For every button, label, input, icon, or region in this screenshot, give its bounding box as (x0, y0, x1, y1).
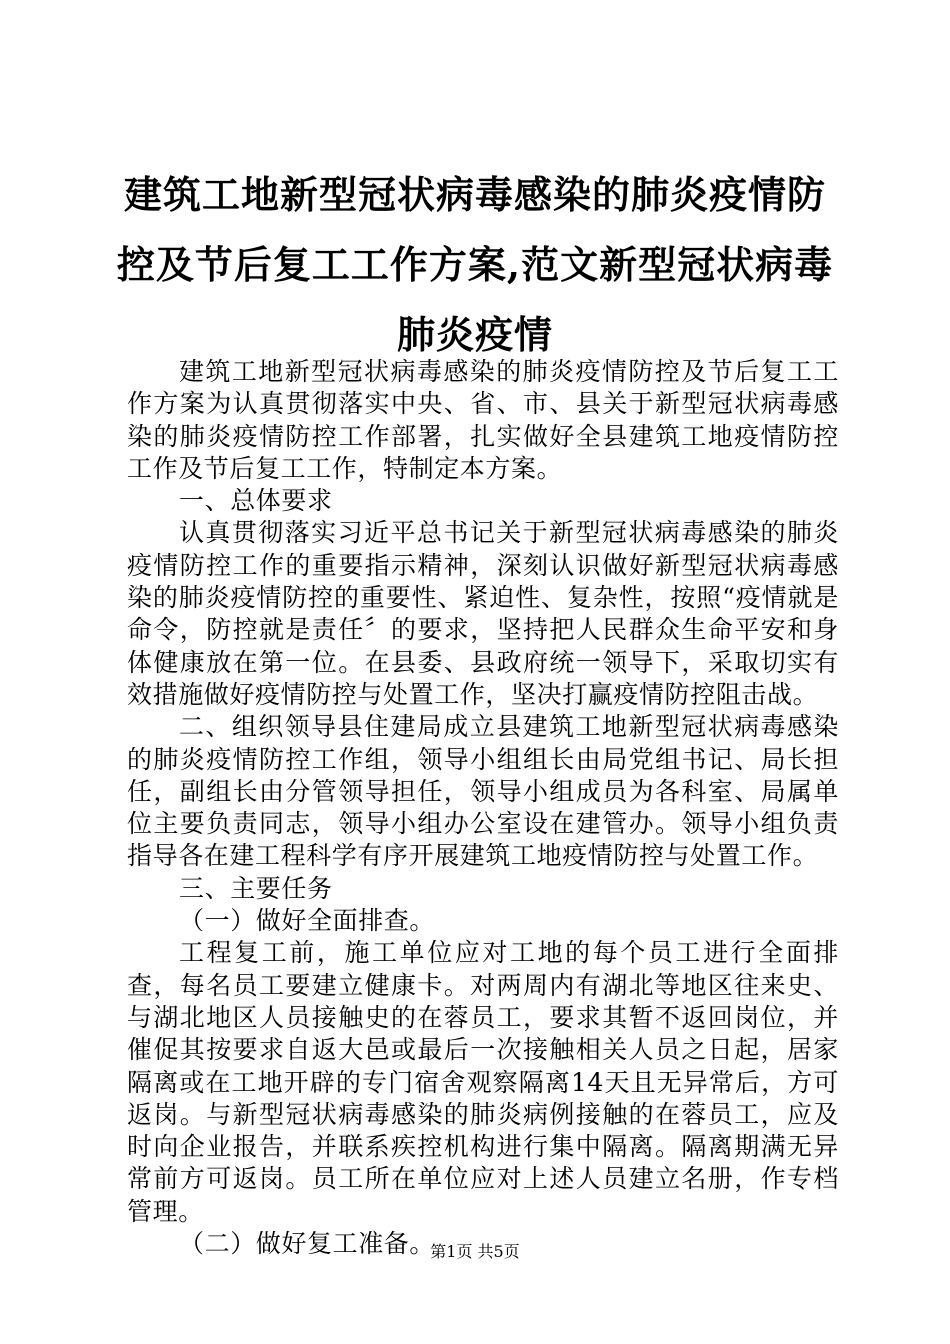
page-number-footer: 第1页 共5页 (430, 1242, 520, 1261)
heading-general-requirements: 一、总体要求 (179, 486, 333, 516)
document-title: 建筑工地新型冠状病毒感染的肺炎疫情防控及节后复工工作方案,范文新型冠状病毒肺炎疫情 (116, 172, 834, 357)
paragraph-organization-leadership: 二、组织领导县住建局成立县建筑工地新型冠状病毒感染的肺炎疫情防控工作组，领导小组组长由局党组书记、局长担任，副组长由分管领导担任，领导小组成员为各科室、局属单位主要负责同志，领导小组办公室设在建管办。领导小组负责指导各在建工程科学有序开展建筑工地疫情防控与处置工作。 (127, 712, 839, 871)
paragraph-intro: 建筑工地新型冠状病毒感染的肺炎疫情防控及节后复工工作方案为认真贯彻落实中央、省、市、县关于新型冠状病毒感染的肺炎疫情防控工作部署，扎实做好全县建筑工地疫情防控工作及节后复工工作，特制定本方案。 (127, 357, 839, 483)
subheading-full-screening: （一）做好全面排查。 (179, 906, 436, 936)
document-body (127, 356, 839, 1260)
paragraph-full-screening: 工程复工前，施工单位应对工地的每个员工进行全面排查，每名员工要建立健康卡。对两周内有湖北等地区往来史、与湖北地区人员接触史的在蓉员工，要求其暂不返回岗位，并催促其按要求自返大邑或最后一次接触相关人员之日起，居家隔离或在工地开辟的专门宿舍观察隔离14天且无异常后，方可返岗。与新型冠状病毒感染的肺炎病例接触的在蓉员工，应及时向企业报告，并联系疾控机构进行集中隔离。隔离期满无异常前方可返岗。员工所在单位应对上述人员建立名册，作专档管理。 (127, 938, 839, 1226)
heading-main-tasks: 三、主要任务 (179, 873, 333, 903)
subheading-resumption-prep: （二）做好复工准备。 (179, 1229, 436, 1259)
paragraph-general-requirements: 认真贯彻落实习近平总书记关于新型冠状病毒感染的肺炎疫情防控工作的重要指示精神，深刻认识做好新型冠状病毒感染的肺炎疫情防控的重要性、紧迫性、复杂性，按照“疫情就是命令，防控就是责任〞的要求，坚持把人民群众生命平安和身体健康放在第一位。在县委、县政府统一领导下，采取切实有效措施做好疫情防控与处置工作，坚决打赢疫情防控阻击战。 (127, 518, 839, 709)
